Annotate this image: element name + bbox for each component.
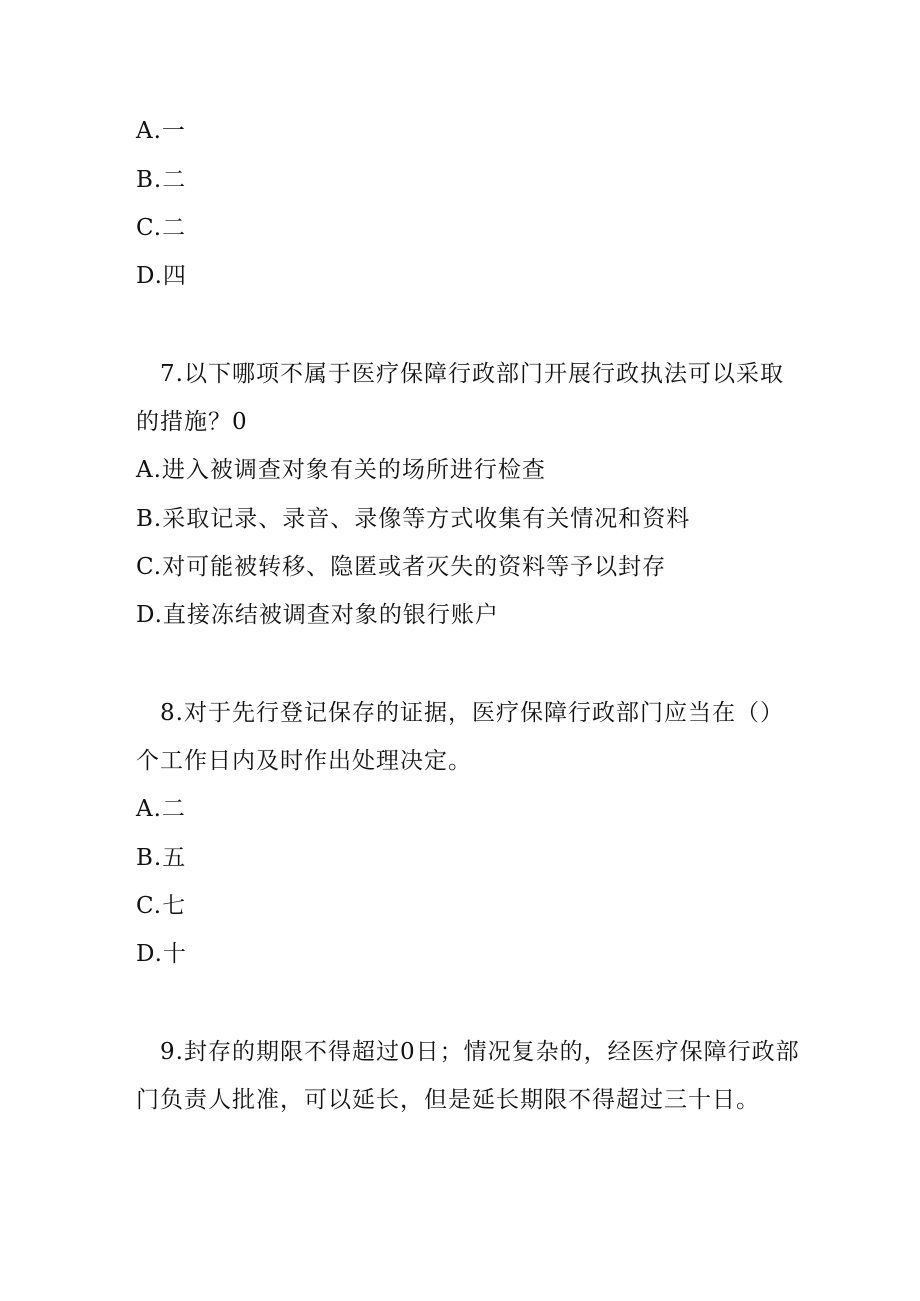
question-7-option-b: B.采取记录、录音、录像等方式收集有关情况和资料 — [136, 506, 691, 532]
question-7-option-a: A.进入被调查对象有关的场所进行检查 — [136, 457, 546, 483]
option-c-prev: C.二 — [136, 215, 187, 241]
question-8-option-b: B.五 — [136, 845, 187, 871]
question-7-option-c: C.对可能被转移、隐匿或者灭失的资料等予以封存 — [136, 554, 667, 580]
question-8-line-1: 8.对于先行登记保存的证据，医疗保障行政部门应当在（） — [160, 700, 784, 726]
option-a-prev: A.一 — [136, 118, 186, 144]
option-d-prev: D.四 — [136, 263, 187, 289]
question-9-line-2: 门负责人批准，可以延长，但是延长期限不得超过三十日。 — [136, 1087, 760, 1113]
question-8-line-2: 个工作日内及时作出处理决定。 — [136, 748, 472, 774]
question-8-option-d: D.十 — [136, 941, 187, 967]
question-8-option-c: C.七 — [136, 893, 187, 919]
question-7-line-2: 的措施？0 — [136, 409, 248, 435]
question-9-line-1: 9.封存的期限不得超过0日；情况复杂的，经医疗保障行政部 — [160, 1039, 800, 1065]
option-b-prev: B.二 — [136, 167, 187, 193]
question-7-option-d: D.直接冻结被调查对象的银行账户 — [136, 602, 499, 628]
question-7-line-1: 7.以下哪项不属于医疗保障行政部门开展行政执法可以采取 — [160, 361, 784, 387]
question-8-option-a: A.二 — [136, 796, 186, 822]
